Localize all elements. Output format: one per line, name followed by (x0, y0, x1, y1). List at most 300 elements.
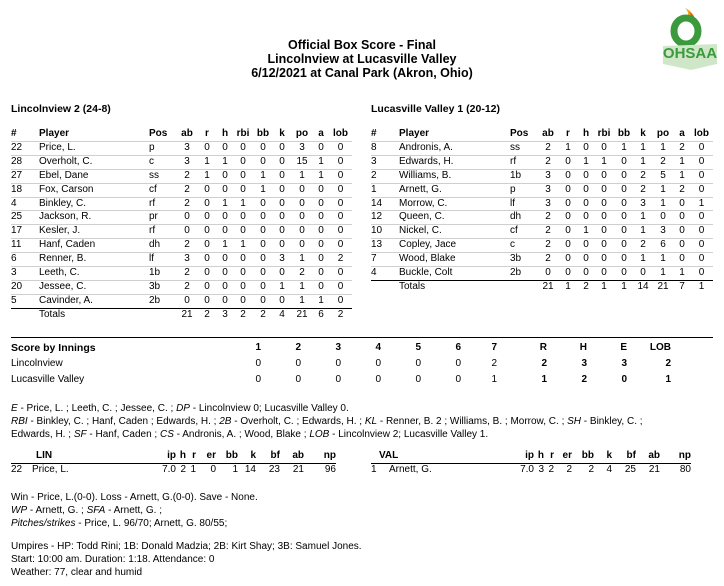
stat-cell: 1 (614, 141, 634, 155)
ohsaa-logo-graphic (655, 6, 723, 72)
stat-cell: 2 (371, 169, 399, 183)
pitching-col-header: ab (280, 450, 304, 463)
stat-cell: 3 (177, 253, 197, 267)
player-row (11, 280, 352, 294)
decisions-line-1 (11, 491, 258, 504)
stat-cell: 1 (291, 280, 313, 294)
rhe-header: E (620, 342, 627, 353)
stat-cell: 0 (578, 183, 594, 197)
stat-cell: 0 (273, 225, 291, 239)
stat-cell: 0 (197, 225, 217, 239)
stat-cell: 0 (197, 141, 217, 155)
note-label: KL (364, 416, 378, 427)
inning-score: 0 (335, 358, 341, 369)
pitching-stat: 0 (210, 463, 216, 475)
stat-cell: 1 (652, 197, 674, 211)
stat-cell: 2 (538, 239, 558, 253)
total-cell: 2 (253, 308, 273, 321)
stat-cell: 10 (371, 225, 399, 239)
stat-cell: 0 (177, 225, 197, 239)
stat-cell: 2 (538, 225, 558, 239)
total-cell (149, 308, 177, 321)
stat-cell: lf (510, 197, 538, 211)
column-header: rbi (597, 128, 611, 139)
note-text: - Lincolnview 0; Lucasville Valley 0. (189, 403, 349, 414)
stat-cell: 0 (329, 280, 352, 294)
stat-cell: 0 (197, 253, 217, 267)
stat-cell: 0 (329, 141, 352, 155)
inning-score: 0 (295, 358, 301, 369)
player-name: Binkley, C. (39, 197, 149, 211)
pitching-col-header: np (660, 450, 691, 463)
stat-cell: 17 (11, 225, 39, 239)
pitching-col-header: h (534, 450, 544, 463)
player-name: Williams, B. (399, 169, 510, 183)
column-header: bb (256, 128, 270, 139)
player-row (371, 141, 713, 155)
stat-cell: 0 (594, 253, 614, 267)
stat-cell: 2 (177, 239, 197, 253)
pitching-stat: 1 (190, 463, 196, 475)
stat-cell: 0 (594, 211, 614, 225)
stat-cell: dh (149, 239, 177, 253)
rhe-header: R (539, 342, 547, 353)
stat-cell: 0 (614, 183, 634, 197)
inning-score: 0 (375, 374, 381, 385)
stat-cell: 2 (674, 141, 690, 155)
stat-cell: 0 (273, 239, 291, 253)
stat-cell: 1 (674, 267, 690, 281)
stat-cell: 0 (329, 155, 352, 169)
inning-score: 0 (415, 358, 421, 369)
note-label: SFA (86, 505, 106, 516)
rhe-value: 3 (581, 358, 587, 369)
stat-cell: 0 (253, 294, 273, 308)
home-team-title: Lucasville Valley 1 (20-12) (371, 103, 500, 115)
player-row (371, 197, 713, 211)
total-cell: 1 (558, 280, 578, 293)
pitching-stat: 2 (566, 463, 572, 475)
note-text: - Arnett, G. ; (27, 505, 87, 516)
player-name: Fox, Carson (39, 183, 149, 197)
stat-cell: 0 (594, 225, 614, 239)
title-line-2: Lincolnview at Lucasville Valley (267, 52, 457, 66)
stat-cell: 1 (652, 253, 674, 267)
stat-cell: 3 (538, 197, 558, 211)
rhe-value: 1 (665, 374, 671, 385)
pitching-stat: 7.0 (520, 463, 534, 475)
stat-cell: 1 (371, 183, 399, 197)
stat-cell: 4 (11, 197, 39, 211)
stat-cell: 0 (558, 267, 578, 281)
stat-cell: 0 (253, 253, 273, 267)
stat-cell: 0 (594, 183, 614, 197)
total-cell: 2 (578, 280, 594, 293)
player-row (371, 169, 713, 183)
stat-cell: 0 (313, 267, 329, 281)
player-row (11, 253, 352, 267)
player-row (11, 155, 352, 169)
stat-cell: 1 (578, 225, 594, 239)
stat-cell: 0 (313, 225, 329, 239)
player-name: Morrow, C. (399, 197, 510, 211)
player-row (371, 211, 713, 225)
stat-cell: 0 (690, 267, 713, 281)
stat-cell: 0 (594, 141, 614, 155)
stat-cell: 0 (273, 211, 291, 225)
stat-cell: 0 (253, 141, 273, 155)
player-row (11, 267, 352, 281)
total-cell: Totals (399, 280, 510, 293)
pitching-col-header: bf (612, 450, 636, 463)
stat-cell: 0 (273, 169, 291, 183)
stat-cell: 3 (11, 267, 39, 281)
stat-cell: 0 (253, 280, 273, 294)
stat-cell: 1 (197, 155, 217, 169)
column-header: Player (39, 128, 70, 139)
stat-cell: 0 (273, 294, 291, 308)
stat-cell: 2 (177, 197, 197, 211)
pitching-stat: 80 (679, 463, 691, 475)
stat-cell: 2 (538, 141, 558, 155)
stat-cell: 0 (217, 280, 233, 294)
stat-cell: 3b (510, 253, 538, 267)
total-cell: 21 (652, 280, 674, 293)
rhe-value: 2 (665, 358, 671, 369)
stat-cell: 0 (233, 225, 253, 239)
pitching-stat: 23 (268, 463, 280, 475)
stat-cell: 0 (233, 294, 253, 308)
note-text: Win - Price, L.(0-0). Loss - Arnett, G.(0-0). Save - None. (11, 492, 258, 503)
stat-cell: 0 (674, 197, 690, 211)
stat-cell: 14 (371, 197, 399, 211)
column-header: bb (617, 128, 631, 139)
stat-cell: 0 (538, 267, 558, 281)
away-pitching-table (11, 450, 336, 477)
stat-cell: 0 (674, 225, 690, 239)
stat-cell: 0 (594, 169, 614, 183)
stat-cell: 0 (329, 169, 352, 183)
player-name: Renner, B. (39, 253, 149, 267)
stat-cell: 2 (538, 155, 558, 169)
player-name: Ebel, Dane (39, 169, 149, 183)
stat-cell: rf (510, 155, 538, 169)
decisions-line-3 (11, 517, 227, 530)
stat-cell: 0 (674, 211, 690, 225)
stat-cell: 0 (217, 169, 233, 183)
player-row (371, 253, 713, 267)
total-cell: 21 (177, 308, 197, 321)
pitcher-row (371, 463, 691, 476)
stat-cell: 1b (510, 169, 538, 183)
title-line-3: 6/12/2021 at Canal Park (Akron, Ohio) (251, 66, 473, 80)
stat-cell: 27 (11, 169, 39, 183)
column-header: ab (181, 128, 193, 139)
home-batting-table (371, 128, 713, 294)
ohsaa-logo (655, 6, 723, 72)
stat-cell: 1 (634, 141, 652, 155)
stat-cell: 0 (634, 267, 652, 281)
linescore-divider (11, 337, 713, 338)
linescore-header (11, 340, 671, 356)
player-name: Wood, Blake (399, 253, 510, 267)
stat-cell: 0 (614, 197, 634, 211)
logo-text: OHSAA (662, 45, 718, 62)
pitching-stat: 25 (624, 463, 636, 475)
stat-cell: 2b (510, 267, 538, 281)
stat-cell: 0 (594, 197, 614, 211)
start-duration-line: Start: 10:00 am. Duration: 1:18. Attendance: 0 (11, 554, 215, 565)
stat-cell: 0 (177, 211, 197, 225)
total-cell: 2 (329, 308, 352, 321)
stat-cell: 0 (614, 225, 634, 239)
stat-cell: 0 (594, 239, 614, 253)
total-cell: 1 (594, 280, 614, 293)
rhe-value: 2 (581, 374, 587, 385)
stat-cell: 1 (217, 239, 233, 253)
away-team-title: Lincolnview 2 (24-8) (11, 103, 111, 115)
stat-cell: 3 (538, 183, 558, 197)
stat-cell: 0 (233, 267, 253, 281)
pitching-col-header: bf (256, 450, 280, 463)
pitching-header (11, 450, 336, 463)
stat-cell: 0 (578, 169, 594, 183)
inning-header: 3 (335, 342, 341, 353)
total-cell: 1 (614, 280, 634, 293)
stat-cell: 0 (217, 294, 233, 308)
stat-cell: 1 (634, 225, 652, 239)
stat-cell: 6 (652, 239, 674, 253)
stat-cell: 0 (233, 211, 253, 225)
stat-cell: 8 (371, 141, 399, 155)
stat-cell: 1 (652, 183, 674, 197)
stat-cell: 3 (177, 141, 197, 155)
stat-cell: 0 (273, 141, 291, 155)
stat-cell: 11 (11, 239, 39, 253)
player-row (371, 225, 713, 239)
column-header: Player (399, 128, 430, 139)
stat-cell: 0 (177, 294, 197, 308)
stat-cell: 0 (558, 197, 578, 211)
stat-cell: 1 (291, 294, 313, 308)
player-name: Hanf, Caden (39, 239, 149, 253)
rhe-value: 1 (541, 374, 547, 385)
pitching-col-header: bb (216, 450, 238, 463)
inning-header: 1 (255, 342, 261, 353)
total-cell: 3 (217, 308, 233, 321)
column-header: lob (694, 128, 709, 139)
column-header: ab (542, 128, 554, 139)
linescore-row (11, 372, 671, 388)
stat-cell: 0 (273, 267, 291, 281)
inning-score: 0 (255, 358, 261, 369)
stat-cell: 0 (329, 267, 352, 281)
stat-cell: 1 (253, 169, 273, 183)
note-text: - Renner, B. 2 ; Williams, B. ; Morrow, C. ; (377, 416, 568, 427)
stat-cell: 0 (690, 169, 713, 183)
note-label: 2B (219, 416, 232, 427)
note-label: RBI (11, 416, 28, 427)
rhe-value: 3 (621, 358, 627, 369)
note-text: - Arnett, G. ; (105, 505, 162, 516)
pitching-stat: 21 (292, 463, 304, 475)
player-name: Overholt, C. (39, 155, 149, 169)
stat-cell: 0 (233, 155, 253, 169)
stat-cell: 0 (558, 253, 578, 267)
stat-cell: 0 (253, 211, 273, 225)
note-label: LOB (309, 429, 330, 440)
stat-cell: 0 (253, 197, 273, 211)
column-header: Pos (510, 128, 529, 139)
stat-cell: 1 (634, 253, 652, 267)
pitching-team: VAL (379, 450, 494, 463)
column-header: rbi (236, 128, 250, 139)
column-header: Pos (149, 128, 168, 139)
total-cell: 4 (273, 308, 291, 321)
stat-cell: 0 (690, 211, 713, 225)
stat-cell: 2 (634, 183, 652, 197)
stat-cell: 0 (273, 155, 291, 169)
stat-cell: 0 (197, 183, 217, 197)
player-name: Queen, C. (399, 211, 510, 225)
pitching-col-header: bb (572, 450, 594, 463)
stat-cell: 1 (197, 169, 217, 183)
stat-cell: 0 (253, 239, 273, 253)
total-cell: 2 (233, 308, 253, 321)
pitching-stat: 96 (324, 463, 336, 475)
stat-cell: 0 (578, 141, 594, 155)
stat-cell: 0 (291, 211, 313, 225)
linescore-team: Lucasville Valley (11, 374, 85, 385)
stat-cell: 5 (652, 169, 674, 183)
pitching-stat: 22 (11, 463, 23, 475)
player-name: Andronis, A. (399, 141, 510, 155)
column-header: k (279, 128, 285, 139)
note-label: DP (176, 403, 190, 414)
stat-cell: 2 (177, 267, 197, 281)
player-name: Copley, Jace (399, 239, 510, 253)
inning-header: 5 (415, 342, 421, 353)
player-row (371, 155, 713, 169)
stat-cell: c (149, 155, 177, 169)
spacer (11, 450, 32, 463)
stat-cell: lf (149, 253, 177, 267)
player-name: Jessee, C. (39, 280, 149, 294)
column-header: # (11, 128, 17, 139)
header-row (371, 128, 713, 141)
stat-cell: 0 (690, 239, 713, 253)
stat-cell: 3 (177, 155, 197, 169)
stat-cell: 0 (313, 211, 329, 225)
stat-cell: 0 (329, 183, 352, 197)
player-row (11, 225, 352, 239)
stat-cell: 0 (614, 155, 634, 169)
stat-cell: 22 (11, 141, 39, 155)
total-cell: 7 (674, 280, 690, 293)
column-header: r (566, 128, 570, 139)
linescore-row (11, 356, 671, 372)
stat-cell: 0 (273, 183, 291, 197)
stat-cell: 2 (652, 155, 674, 169)
note-label: SF (73, 429, 87, 440)
pitcher-name: Price, L. (32, 463, 69, 475)
stat-cell: 0 (578, 239, 594, 253)
stat-cell: 0 (558, 239, 578, 253)
away-batting-table (11, 128, 352, 322)
note-text: - Price, L. 96/70; Arnett, G. 80/55; (75, 518, 228, 529)
total-cell (371, 280, 399, 293)
weather-line: Weather: 77, clear and humid (11, 567, 143, 578)
stat-cell: 2 (177, 169, 197, 183)
stat-cell: 0 (291, 225, 313, 239)
stat-cell: 1 (674, 169, 690, 183)
note-text: Edwards, H. ; (11, 429, 74, 440)
total-cell: 1 (690, 280, 713, 293)
stat-cell: 0 (313, 197, 329, 211)
stat-cell: 1 (217, 155, 233, 169)
inning-score: 0 (295, 374, 301, 385)
player-row (11, 169, 352, 183)
note-text: - Andronis, A. ; Wood, Blake ; (173, 429, 310, 440)
player-name: Nickel, C. (399, 225, 510, 239)
stat-cell: 0 (594, 267, 614, 281)
pitching-stat: 1 (371, 463, 377, 475)
stat-cell: 0 (313, 280, 329, 294)
stat-cell: 1 (634, 211, 652, 225)
stat-cell: 2 (538, 253, 558, 267)
player-row (11, 211, 352, 225)
stat-cell: p (510, 183, 538, 197)
pitching-col-header: ip (504, 450, 534, 463)
stat-cell: 0 (233, 253, 253, 267)
stat-cell: 1 (313, 155, 329, 169)
header-row (11, 128, 352, 141)
stat-cell: 0 (233, 183, 253, 197)
rhe-value: 0 (621, 374, 627, 385)
inning-header: 6 (455, 342, 461, 353)
note-text: - Binkley, C. ; Hanf, Caden ; Edwards, H. ; (27, 416, 220, 427)
stat-cell: 0 (614, 267, 634, 281)
total-cell: Totals (39, 308, 149, 321)
stat-cell: 1 (291, 253, 313, 267)
pitching-col-header: k (238, 450, 256, 463)
stat-cell: 0 (291, 197, 313, 211)
stat-cell: c (510, 239, 538, 253)
rhe-header: H (579, 342, 587, 353)
pitching-stat: 21 (648, 463, 660, 475)
player-name: Arnett, G. (399, 183, 510, 197)
stat-cell: 3 (634, 197, 652, 211)
player-row (371, 239, 713, 253)
pitching-stat: 2 (588, 463, 594, 475)
stat-cell: 20 (11, 280, 39, 294)
stat-cell: 3 (371, 155, 399, 169)
stat-cell: 2 (634, 169, 652, 183)
stat-cell: 2 (177, 280, 197, 294)
pitcher-name: Arnett, G. (389, 463, 432, 475)
inning-score: 0 (375, 358, 381, 369)
stat-cell: 0 (197, 211, 217, 225)
stat-cell: dh (510, 211, 538, 225)
stat-cell: ss (510, 141, 538, 155)
stat-cell: 0 (217, 253, 233, 267)
stat-cell: 0 (291, 239, 313, 253)
stat-cell: 0 (313, 141, 329, 155)
stat-cell: 0 (329, 225, 352, 239)
stat-cell: cf (510, 225, 538, 239)
inning-score: 0 (415, 374, 421, 385)
column-header: h (221, 128, 229, 139)
